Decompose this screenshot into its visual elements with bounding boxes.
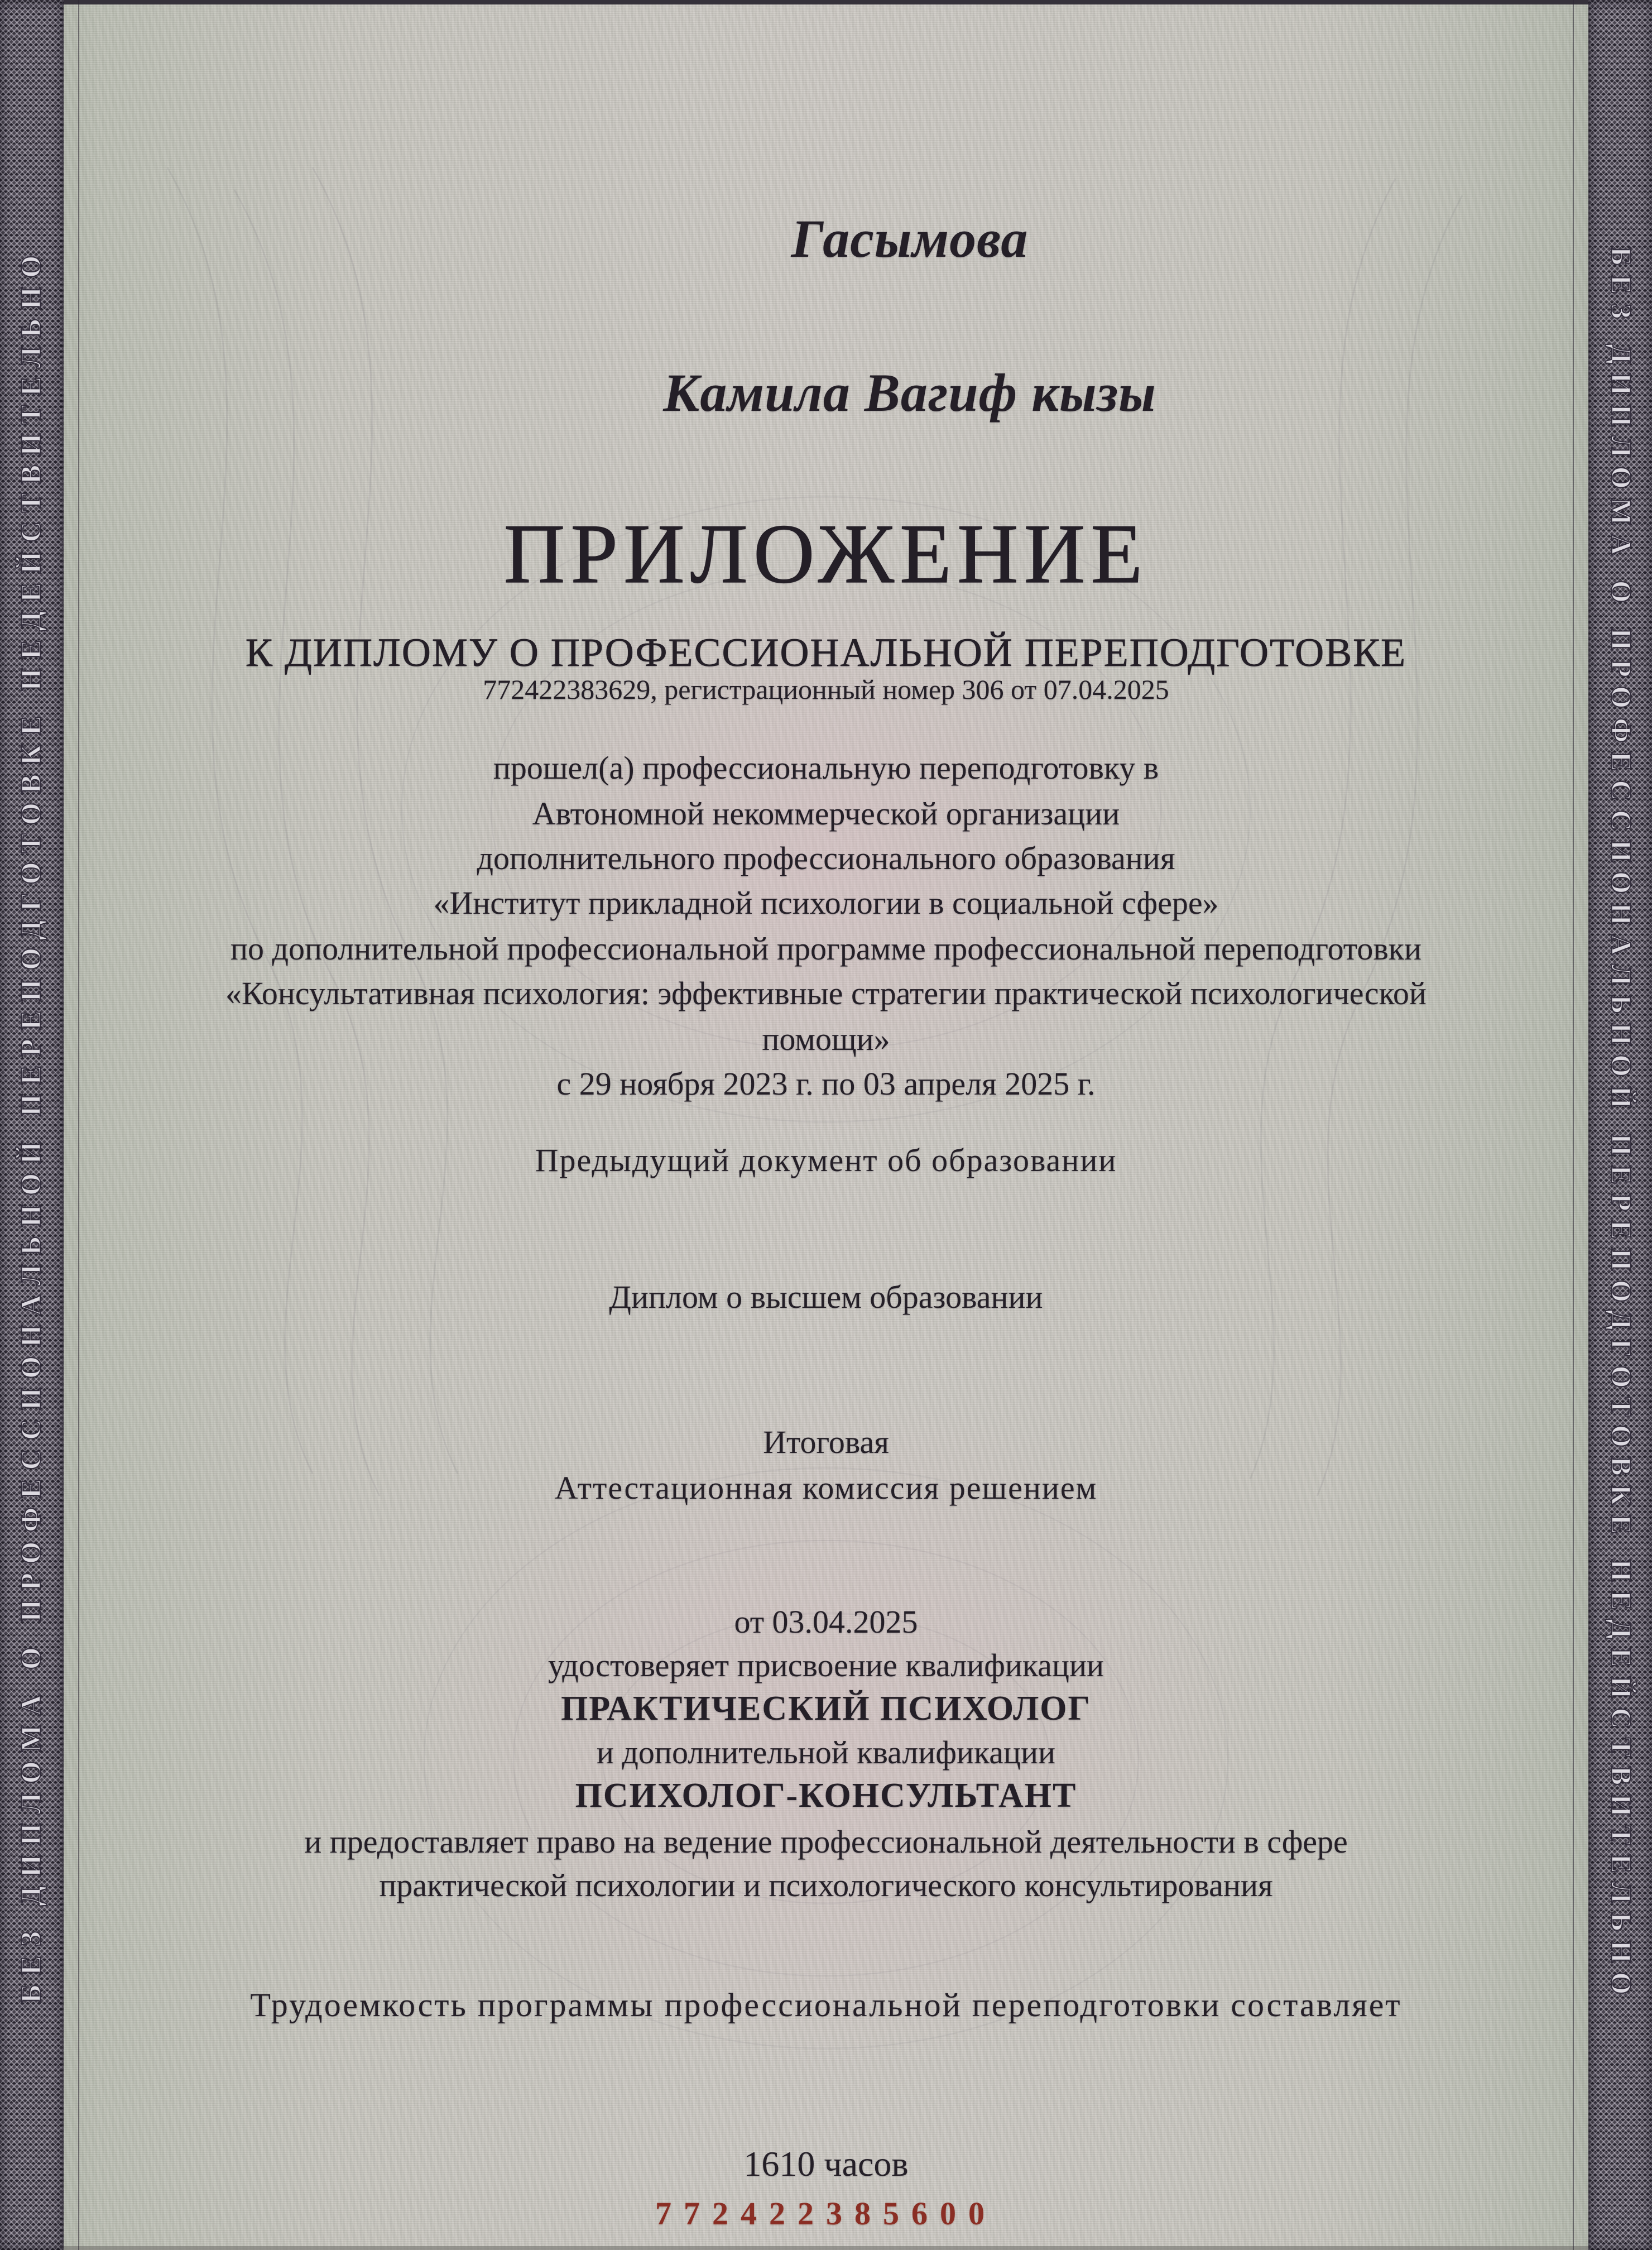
completion-line: по дополнительной профессиональной программе профессиональной переподготовки bbox=[230, 930, 1422, 967]
document-title: ПРИЛОЖЕНИЕ bbox=[503, 507, 1149, 601]
form-serial-number: 772422385600 bbox=[655, 2195, 997, 2232]
completion-line: Автономной некоммерческой организации bbox=[532, 795, 1120, 832]
right-border-warning-text: БЕЗ ДИПЛОМА О ПРОФЕССИОНАЛЬНОЙ ПЕРЕПОДГОТОВКЕ НЕДЕЙСТВИТЕЛЬНО bbox=[1605, 246, 1637, 2004]
qualification-intro: удостоверяет присвоение квалификации bbox=[548, 1647, 1104, 1683]
final-commission-line: Аттестационная комиссия решением bbox=[554, 1470, 1098, 1506]
program-name-line: помощи» bbox=[762, 1021, 890, 1057]
completion-line: «Институт прикладной психологии в социальной сфере» bbox=[433, 885, 1219, 921]
decision-date: от 03.04.2025 bbox=[734, 1604, 918, 1640]
final-commission-line: Итоговая bbox=[763, 1424, 889, 1460]
left-rule-line bbox=[78, 0, 79, 2250]
document-subtitle: К ДИПЛОМУ О ПРОФЕССИОНАЛЬНОЙ ПЕРЕПОДГОТОВКЕ bbox=[245, 630, 1407, 675]
workload-value: 1610 часов bbox=[743, 2144, 909, 2184]
completion-line: прошел(а) профессиональную переподготовку в bbox=[493, 750, 1159, 786]
photo-bottom-edge bbox=[0, 2246, 1652, 2250]
rights-line: и предоставляет право на ведение профессиональной деятельности в сфере bbox=[304, 1824, 1348, 1860]
holder-name-patronymic: Камила Вагиф кызы bbox=[663, 363, 1156, 423]
left-security-border bbox=[0, 0, 64, 2250]
workload-label: Трудоемкость программы профессиональной переподготовки составляет bbox=[250, 1987, 1402, 2023]
registration-number-line: 772422383629, регистрационный номер 306 от 07.04.2025 bbox=[483, 674, 1169, 705]
program-name-line: «Консультативная психология: эффективные стратегии практической психологической bbox=[225, 975, 1427, 1011]
additional-qualification-name: ПСИХОЛОГ-КОНСУЛЬТАНТ bbox=[575, 1777, 1077, 1815]
study-period: с 29 ноября 2023 г. по 03 апреля 2025 г. bbox=[556, 1066, 1096, 1102]
qualification-name: ПРАКТИЧЕСКИЙ ПСИХОЛОГ bbox=[561, 1690, 1091, 1728]
right-security-border bbox=[1588, 0, 1652, 2250]
holder-surname: Гасымова bbox=[791, 209, 1029, 268]
completion-line: дополнительного профессионального образования bbox=[477, 840, 1175, 876]
right-rule-line bbox=[1573, 0, 1574, 2250]
rights-line: практической психологии и психологического консультирования bbox=[379, 1867, 1273, 1903]
left-border-warning-text: БЕЗ ДИПЛОМА О ПРОФЕССИОНАЛЬНОЙ ПЕРЕПОДГОТОВКЕ НЕДЕЙСТВИТЕЛЬНО bbox=[15, 246, 47, 2004]
additional-qualification-intro: и дополнительной квалификации bbox=[596, 1734, 1056, 1771]
previous-document-label: Предыдущий документ об образовании bbox=[535, 1142, 1117, 1178]
photo-top-edge bbox=[0, 0, 1652, 4]
previous-document-value: Диплом о высшем образовании bbox=[609, 1279, 1043, 1315]
